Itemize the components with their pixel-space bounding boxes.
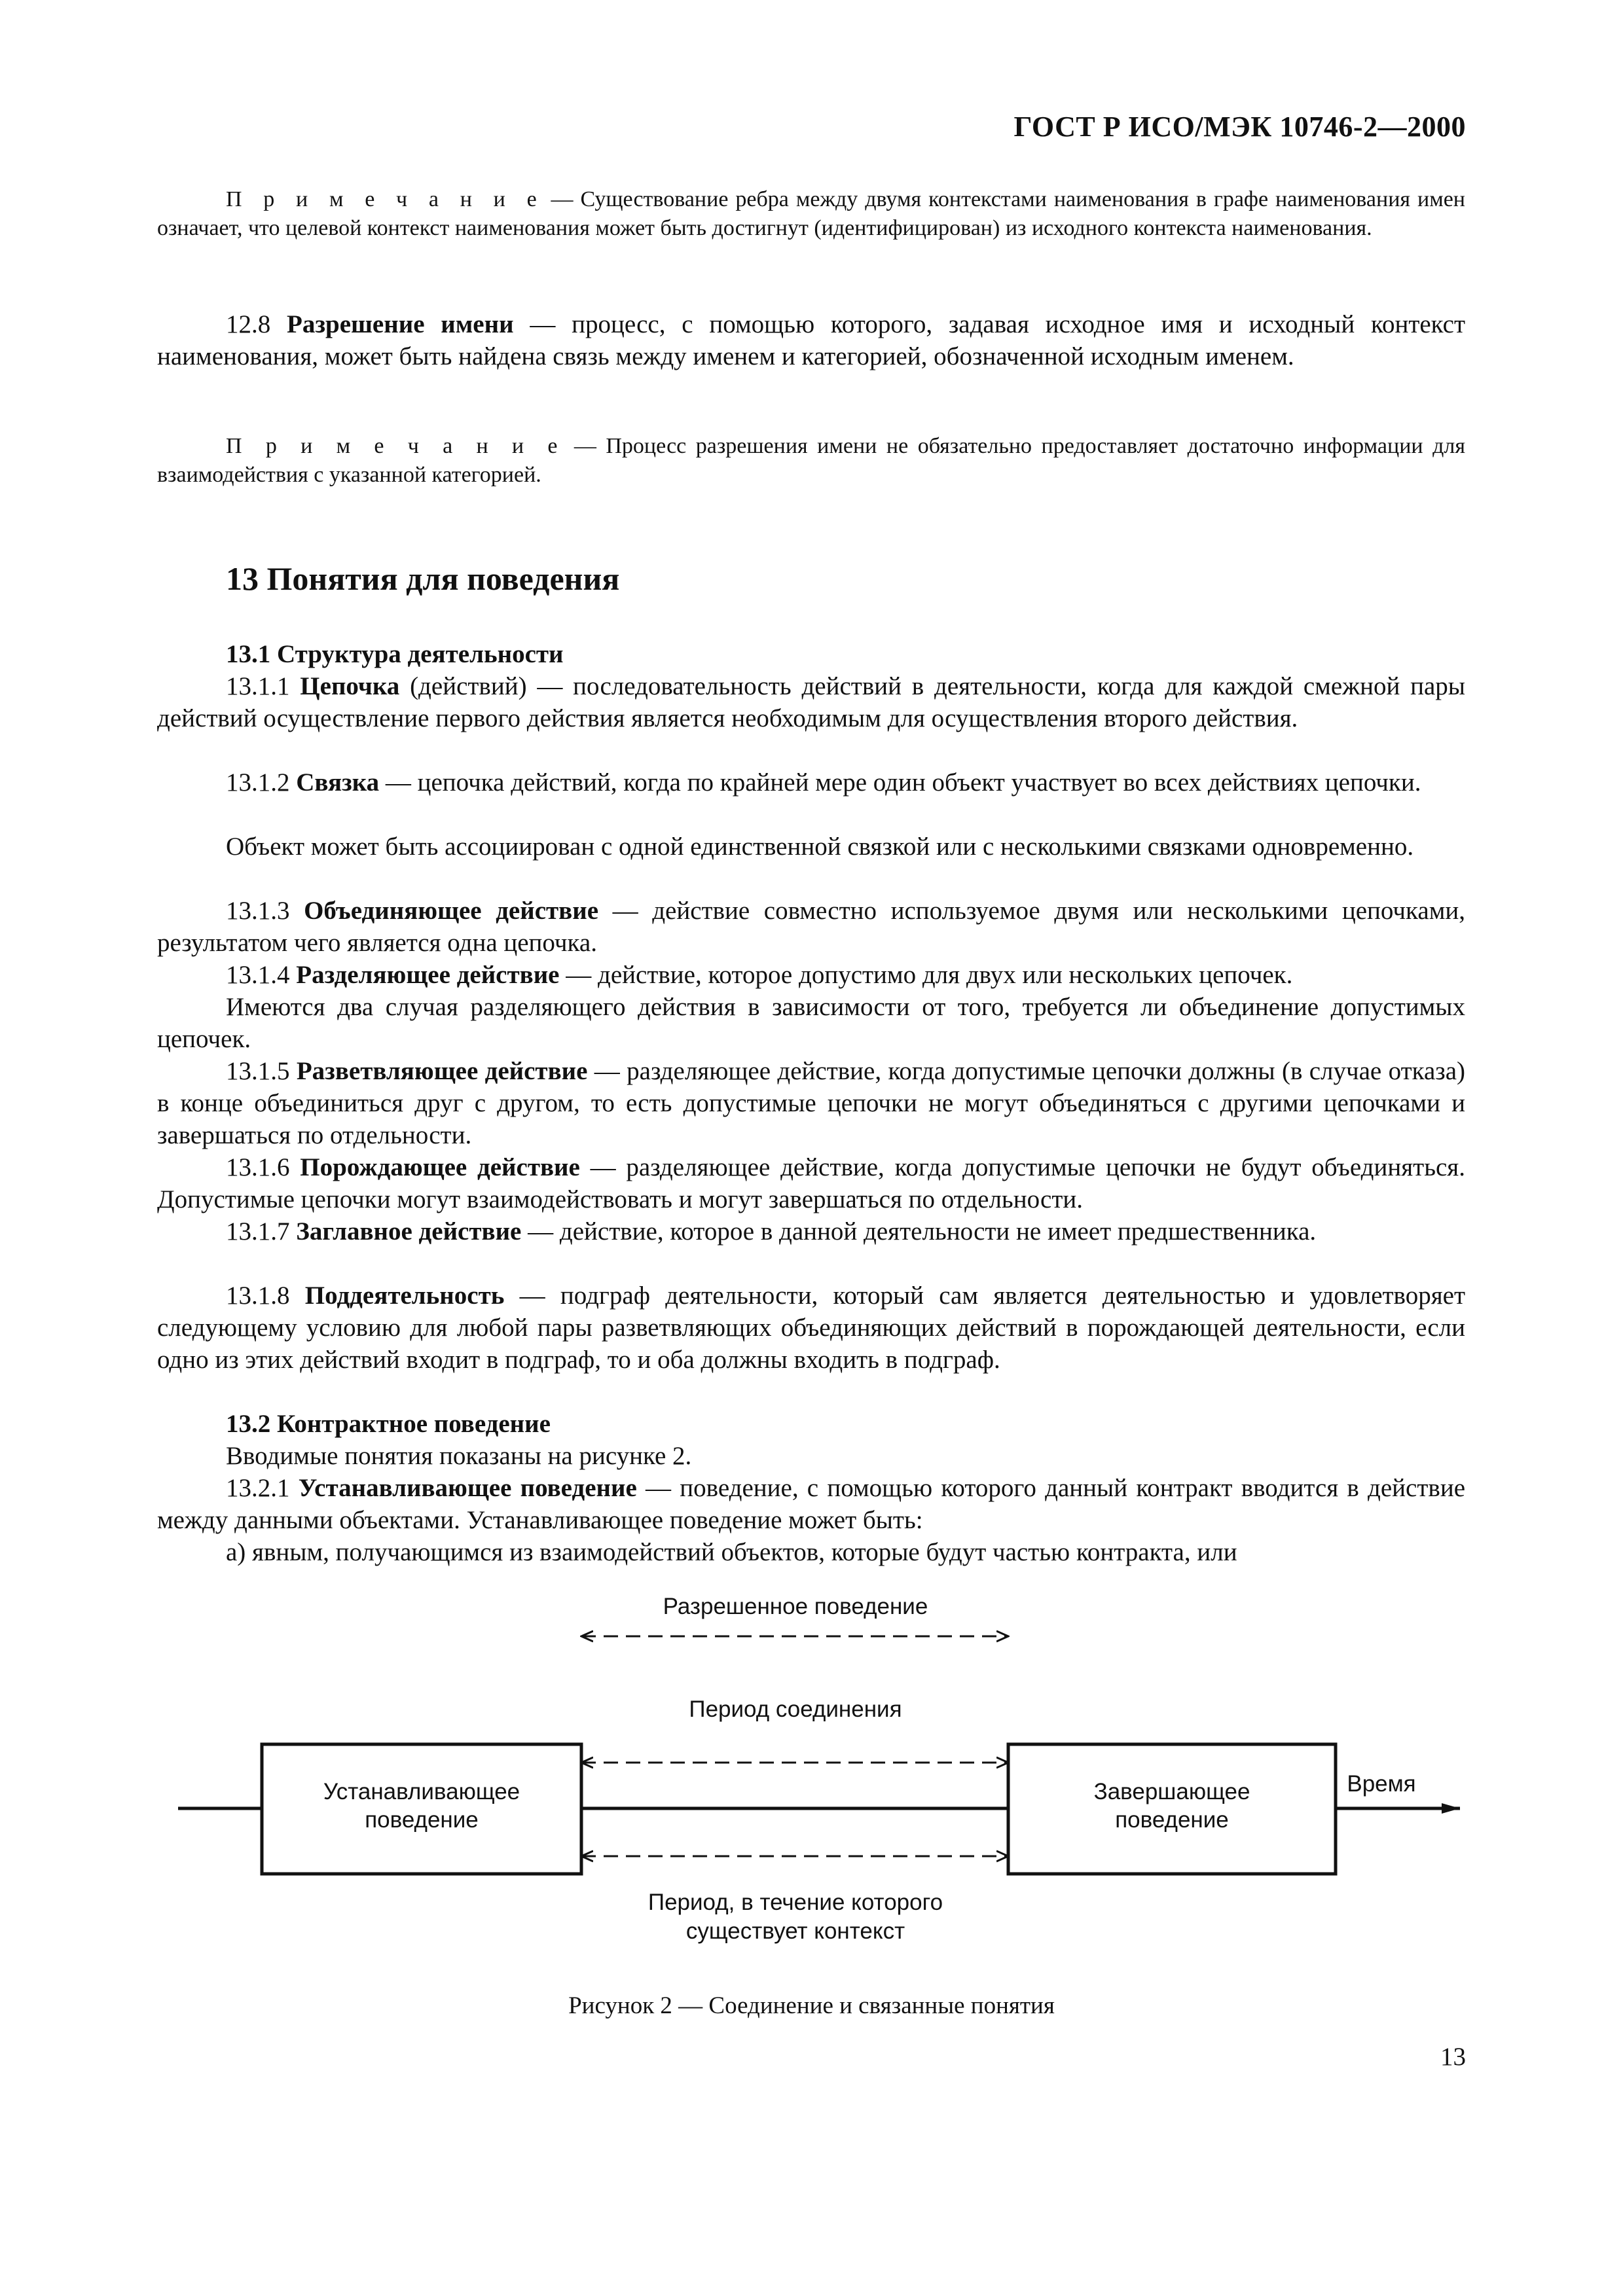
item-text: — разделяющее действие, когда допустимые цепочки должны (в случае отказа) в конце объединиться друг с другом, то есть допустимые цепочки не могут объединяться с другими цепочками и завершаться по отдельности. [157,1057,1465,1149]
item-term: Устанавливающее поведение [298,1474,637,1502]
item-term: Связка [296,768,380,797]
permitted-behavior-label: Разрешенное поведение [663,1594,928,1619]
item-text: — разделяющее действие, когда допустимые цепочки не будут объединяться. Допустимые цепочки могут взаимодействовать и могут завершаться по отдельности. [157,1153,1465,1213]
running-header: ГОСТ Р ИСО/МЭК 10746-2—2000 [1013,111,1466,143]
establishing-behavior-line1: Устанавливающее [323,1779,520,1804]
item-number: 13.1.3 [226,897,304,925]
page-number: 13 [1440,2043,1466,2071]
item-term: Заглавное действие [296,1217,522,1246]
time-label: Время [1347,1771,1416,1797]
item-number: 13.2.1 [226,1474,299,1502]
note-label: П р и м е ч а н и е [226,187,544,211]
item-text: — действие, которое допустимо для двух или нескольких цепочек. [559,961,1293,989]
item-text: (действий) — последовательность действий в деятельности, когда для каждой смежной пары действий осуществление первого действия является необходимым для осуществления второго действия. [157,672,1466,732]
item-text: — подграф деятельности, который сам является деятельностью и удовлетворяет следующему условию для любой пары разветвляющих объединяющих действий в порождающей деятельности, если одно из этих действий входит в подграф, то и оба должны входить в подграф. [157,1282,1465,1374]
note-label: П р и м е ч а н и е [226,434,565,458]
section-heading-13: 13 Понятия для поведения [226,560,620,597]
item-term: Объединяющее действие [304,897,599,925]
item-number: 13.1.4 [226,961,297,989]
item-number: 13.1.7 [226,1217,297,1246]
terminating-behavior-line2: поведение [1115,1807,1229,1833]
item-text: — действие, которое в данной деятельности не имеет предшественника. [521,1217,1317,1246]
paragraph-text: Вводимые понятия показаны на рисунке 2. [226,1442,692,1470]
item-term: Разветвляющее действие [296,1057,588,1085]
paragraph-text: Имеются два случая разделяющего действия в зависимости от того, требуется ли объединение допустимых цепочек. [157,993,1465,1053]
item-number: 13.1.2 [226,768,297,797]
item-number: 13.1.6 [226,1153,301,1181]
item-term: Разрешение имени [287,310,514,338]
item-term: Разделяющее действие [296,961,560,989]
connection-period-label: Период соединения [689,1696,902,1722]
paragraph-text: Объект может быть ассоциирован с одной единственной связкой или с несколькими связками одновременно. [226,833,1414,861]
context-period-line2: существует контекст [685,1918,905,1944]
item-number: 13.1.5 [226,1057,297,1085]
item-term: Поддеятельность [304,1282,505,1310]
item-text: — процесс, с помощью которого, задавая исходное имя и исходный контекст наименования, может быть найдена связь между именем и категорией, обозначенной исходным именем. [157,310,1465,370]
item-term: Цепочка [300,672,400,700]
establishing-behavior-line2: поведение [365,1807,479,1833]
note-text: — Процесс разрешения имени не обязательно предоставляет достаточно информации для взаимодействия с указанной категорией. [157,434,1465,487]
subsection-heading-13-1: 13.1 Структура деятельности [226,640,564,668]
item-number: 13.1.1 [226,672,301,700]
figure-caption: Рисунок 2 — Соединение и связанные понятия [568,1992,1055,2019]
subsection-heading-13-2: 13.2 Контрактное поведение [226,1410,551,1438]
list-item-text: а) явным, получающимся из взаимодействий объектов, которые будут частью контракта, или [226,1538,1237,1566]
item-term: Порождающее действие [300,1153,580,1181]
item-text: — цепочка действий, когда по крайней мере один объект участвует во всех действиях цепочки. [379,768,1421,797]
item-text: — действие совместно используемое двумя или несколькими цепочками, результатом чего является одна цепочка. [157,897,1465,957]
terminating-behavior-line1: Завершающее [1093,1779,1250,1804]
note-text: — Существование ребра между двумя контекстами наименования в графе наименования имен означает, что целевой контекст наименования может быть достигнут (идентифицирован) из исходного контекста наименования. [157,187,1466,240]
item-text: — поведение, с помощью которого данный контракт вводится в действие между данными объектами. Устанавливающее поведение может быть: [157,1474,1465,1534]
item-number: 13.1.8 [226,1282,305,1310]
item-number: 12.8 [226,310,287,338]
context-period-line1: Период, в течение которого [647,1890,943,1915]
